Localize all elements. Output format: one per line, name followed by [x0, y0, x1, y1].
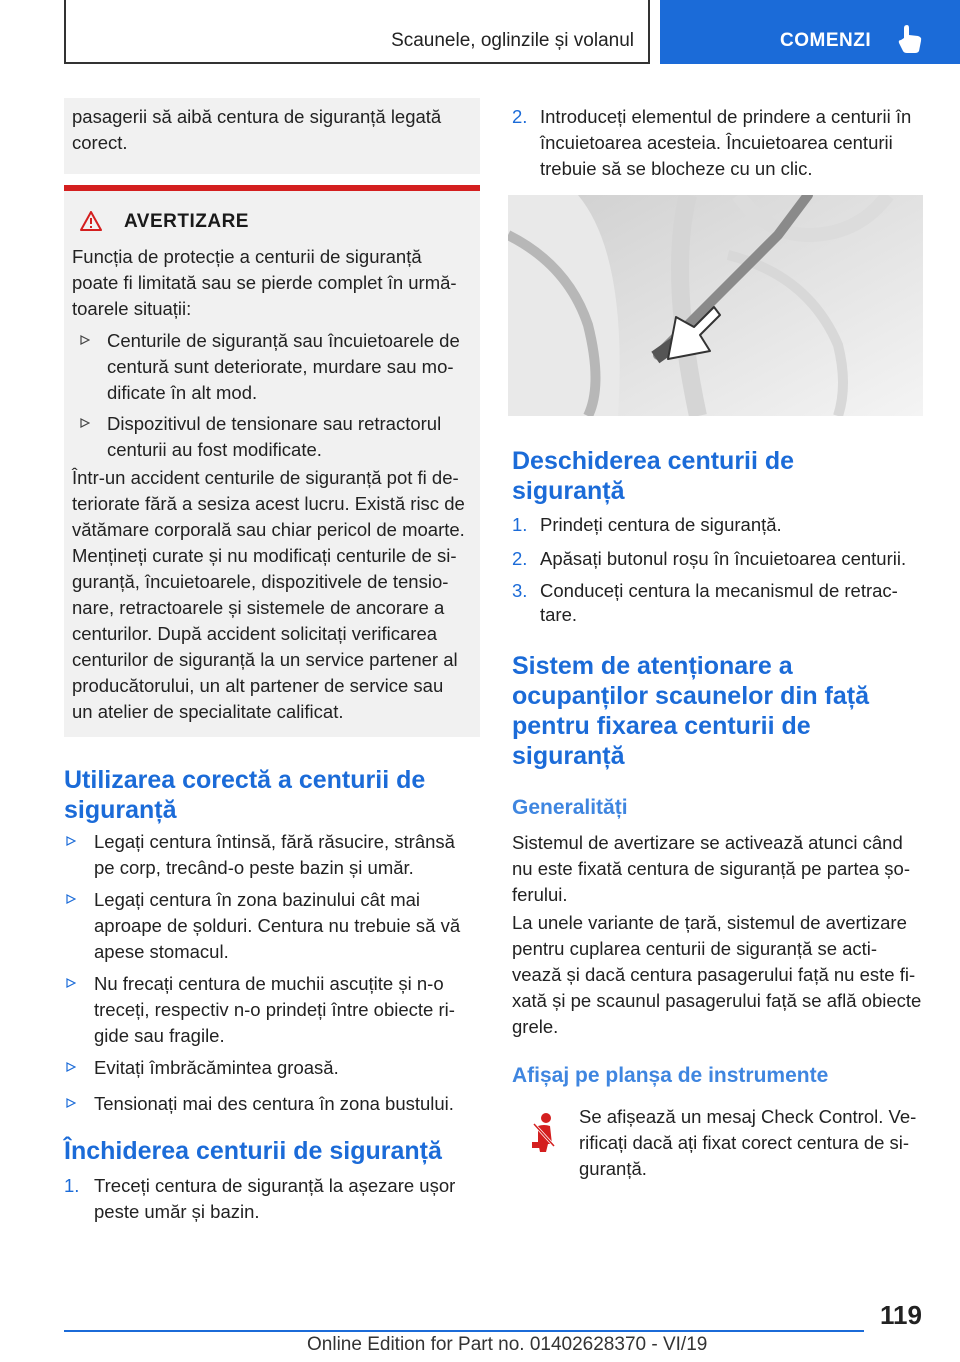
- bullet-triangle-icon: [66, 1098, 76, 1108]
- paragraph-line: La unele variante de țară, sistemul de avertizare: [512, 912, 907, 933]
- bullet-line: Evitați îmbrăcămintea groasă.: [94, 1057, 339, 1078]
- intro-line: corect.: [72, 132, 128, 153]
- warning-para-line: nare, retractoarele și sistemele de ancorare a: [72, 597, 445, 618]
- bullet-line: Tensionați mai des centura în zona bustului.: [94, 1093, 454, 1114]
- paragraph-line: nu este fixată centura de siguranță pe partea șo-: [512, 858, 911, 879]
- section-heading: siguranță: [64, 796, 177, 824]
- subsection-heading: Generalități: [512, 796, 628, 819]
- bullet-triangle-icon: [66, 978, 76, 988]
- display-line: rificați dacă ați fixat corect centura de si-: [579, 1132, 910, 1153]
- warning-para-line: teriorate fără a sesiza acest lucru. Există risc de: [72, 493, 465, 514]
- step-line: tare.: [540, 604, 578, 625]
- bullet-line: gide sau fragile.: [94, 1025, 225, 1046]
- section-heading: ocupanților scaunelor din față: [512, 682, 869, 710]
- section-heading: Utilizarea corectă a centurii de: [64, 766, 426, 794]
- step-line: încuietoarea acesteia. Încuietoarea centurii: [540, 132, 893, 153]
- step-line: Apăsați butonul roșu în încuietoarea centurii.: [540, 548, 907, 569]
- warning-line: toarele situații:: [72, 298, 192, 319]
- warning-para-line: centurilor de siguranță la un service partener al: [72, 649, 458, 670]
- seatbelt-warning-icon: [528, 1112, 560, 1156]
- step-number: 1.: [64, 1175, 80, 1196]
- footer-rule: [64, 1330, 864, 1332]
- bullet-triangle-icon: [66, 1062, 76, 1072]
- warning-para-line: producătorului, un alt partener de service sau: [72, 675, 444, 696]
- step-line: Introduceți elementul de prindere a centurii în: [540, 106, 912, 127]
- warning-para-line: guranță, încuietoarele, dispozitivele de tensio-: [72, 571, 449, 592]
- hand-pointer-icon: [896, 24, 924, 54]
- bullet-line: apese stomacul.: [94, 941, 229, 962]
- intro-line: pasagerii să aibă centura de siguranță legată: [72, 106, 442, 127]
- step-number: 1.: [512, 514, 528, 535]
- bullet-triangle-icon: [80, 418, 90, 428]
- section-title: Scaunele, oglinzile și volanul: [391, 30, 634, 51]
- step-line: Treceți centura de siguranță la așezare ușor: [94, 1175, 456, 1196]
- section-heading: siguranță: [512, 477, 625, 505]
- section-heading: Deschiderea centurii de: [512, 447, 795, 475]
- display-line: guranță.: [579, 1158, 647, 1179]
- bullet-line: pe corp, trecând-o peste bazin și umăr.: [94, 857, 414, 878]
- bullet-line: treceți, respectiv n-o prindeți între obiecte ri-: [94, 999, 455, 1020]
- paragraph-line: vează și dacă centura pasagerului față nu este fi-: [512, 964, 916, 985]
- seatbelt-buckle-photo: [508, 195, 923, 416]
- step-line: Prindeți centura de siguranță.: [540, 514, 782, 535]
- paragraph-line: grele.: [512, 1016, 559, 1037]
- header-section-box: [64, 0, 650, 64]
- warning-para-line: un atelier de specialitate calificat.: [72, 701, 344, 722]
- bullet-line: Nu frecați centura de muchii ascuțite și n-o: [94, 973, 444, 994]
- warning-bullet-line: dificate în alt mod.: [107, 382, 258, 403]
- bullet-line: Legați centura întinsă, fără răsucire, strânsă: [94, 831, 455, 852]
- bullet-triangle-icon: [80, 335, 90, 345]
- warning-triangle-icon: [80, 211, 102, 231]
- display-line: Se afișează un mesaj Check Control. Ve-: [579, 1106, 917, 1127]
- warning-line: poate fi limitată sau se pierde complet în urmă-: [72, 272, 457, 293]
- bullet-line: Legați centura în zona bazinului cât mai: [94, 889, 421, 910]
- section-heading: siguranță: [512, 742, 625, 770]
- step-line: trebuie să se blocheze cu un clic.: [540, 158, 813, 179]
- warning-para-line: vătămare corporală sau chiar pericol de moarte.: [72, 519, 465, 540]
- warning-bullet-line: centurii au fost modificate.: [107, 439, 322, 460]
- step-number: 2.: [512, 106, 528, 127]
- warning-line: Funcția de protecție a centurii de siguranță: [72, 246, 422, 267]
- subsection-heading: Afișaj pe planșa de instrumente: [512, 1064, 829, 1087]
- section-heading: pentru fixarea centurii de: [512, 712, 811, 740]
- warning-bullet-line: Centurile de siguranță sau încuietoarele de: [107, 330, 460, 351]
- warning-para-line: centurilor. După accident solicitați verificarea: [72, 623, 438, 644]
- warning-title: AVERTIZARE: [124, 211, 249, 232]
- paragraph-line: ferului.: [512, 884, 568, 905]
- tab-label: COMENZI: [780, 30, 872, 51]
- page-number: 119: [880, 1300, 922, 1330]
- paragraph-line: pentru cuplarea centurii de siguranță se acti-: [512, 938, 878, 959]
- warning-red-bar: [64, 185, 480, 191]
- section-heading: Sistem de atenționare a: [512, 652, 793, 680]
- bullet-line: aproape de șolduri. Centura nu trebuie să vă: [94, 915, 461, 936]
- paragraph-line: Sistemul de avertizare se activează atunci când: [512, 832, 903, 853]
- paragraph-line: xată și pe scaunul pasagerului față se află obiecte: [512, 990, 922, 1011]
- bullet-triangle-icon: [66, 894, 76, 904]
- warning-bullet-line: centură sunt deteriorate, murdare sau mo-: [107, 356, 454, 377]
- step-number: 2.: [512, 548, 528, 569]
- step-number: 3.: [512, 580, 528, 601]
- edition-text: Online Edition for Part no. 01402628370 - VI/19: [307, 1334, 708, 1355]
- section-heading: Închiderea centurii de siguranță: [64, 1137, 442, 1165]
- warning-bullet-line: Dispozitivul de tensionare sau retractorul: [107, 413, 442, 434]
- step-line: Conduceți centura la mecanismul de retrac-: [540, 580, 898, 601]
- step-line: peste umăr și bazin.: [94, 1201, 260, 1222]
- bullet-triangle-icon: [66, 836, 76, 846]
- header-tab[interactable]: [660, 0, 960, 64]
- warning-para-line: Mențineți curate și nu modificați centurile de si-: [72, 545, 457, 566]
- warning-para-line: Într-un accident centurile de siguranță pot fi de-: [72, 467, 459, 488]
